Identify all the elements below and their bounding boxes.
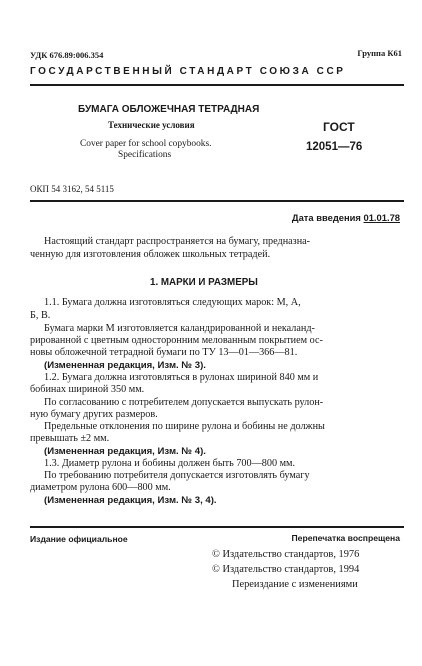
udc-code: УДК 676.89:006.354	[30, 50, 104, 60]
clause-agreement-line-1: По согласованию с потребителем допускается выпускать рулон-	[44, 397, 324, 408]
english-title: Cover paper for school copybooks.	[80, 139, 212, 149]
clause-request-line-1: По требованию потребителя допускается изготовлять бумагу	[44, 470, 310, 481]
clause-agreement-line-2: ную бумагу других размеров.	[30, 409, 158, 420]
clause-1-1-line-2: Б, В.	[30, 310, 51, 321]
clause-grade-m-line-2: рированной с цветным односторонним мелованным покрытием ос-	[30, 335, 323, 346]
clause-tolerance-line-2: превышать ±2 мм.	[30, 433, 110, 444]
section-heading: 1. МАРКИ И РАЗМЕРЫ	[150, 277, 258, 288]
gost-number: 12051—76	[306, 141, 363, 153]
reprint-prohibited: Перепечатка воспрещена	[291, 533, 400, 543]
official-edition: Издание официальное	[30, 534, 128, 544]
okp-rule	[30, 200, 404, 202]
revision-note-3: (Измененная редакция, Изм. № 3, 4).	[44, 495, 217, 506]
reissue-note: Переиздание с изменениями	[232, 579, 358, 590]
introduction-date	[292, 212, 400, 223]
clause-1-2-line-1: 1.2. Бумага должна изготовляться в рулонах шириной 840 мм и	[44, 372, 319, 383]
revision-note-1: (Измененная редакция, Изм. № 3).	[44, 360, 206, 371]
state-standard-heading: ГОСУДАРСТВЕННЫЙ СТАНДАРТ СОЮЗА ССР	[30, 66, 346, 77]
clause-1-1-line-1: 1.1. Бумага должна изготовляться следующих марок: М, А,	[44, 297, 301, 308]
clause-grade-m-line-1: Бумага марки М изготовляется каландрированной и некаланд-	[44, 323, 315, 334]
document-subtitle: Технические условия	[108, 120, 195, 130]
clause-1-3: 1.3. Диаметр рулона и бобины должен быть 700—800 мм.	[44, 458, 296, 469]
clause-1-2-line-2: бобинах шириной 350 мм.	[30, 384, 145, 395]
clause-grade-m-line-3: новы обложечной тетрадной бумаги по ТУ 13—01—366—81.	[30, 347, 298, 358]
english-subtitle: Specifications	[118, 150, 172, 160]
copyright-1976: © Издательство стандартов, 1976	[212, 549, 360, 560]
revision-note-2: (Измененная редакция, Изм. № 4).	[44, 446, 206, 457]
clause-tolerance-line-1: Предельные отклонения по ширине рулона и бобины не должны	[44, 421, 325, 432]
header-rule	[30, 84, 404, 86]
copyright-1994: © Издательство стандартов, 1994	[212, 564, 360, 575]
group-code: Группа К61	[357, 48, 402, 58]
intro-line-2: ченную для изготовления обложек школьных тетрадей.	[30, 249, 271, 260]
gost-label: ГОСТ	[323, 120, 355, 134]
okp-code: ОКП 54 3162, 54 5115	[30, 184, 114, 194]
clause-request-line-2: диаметром рулона 600—800 мм.	[30, 482, 171, 493]
document-title: БУМАГА ОБЛОЖЕЧНАЯ ТЕТРАДНАЯ	[78, 104, 260, 115]
footer-rule	[30, 526, 404, 528]
intro-line-1: Настоящий стандарт распространяется на бумагу, предназна-	[44, 236, 311, 247]
introduction-date-value: 01.01.78	[363, 212, 400, 223]
introduction-date-label: Дата введения	[291, 212, 361, 223]
